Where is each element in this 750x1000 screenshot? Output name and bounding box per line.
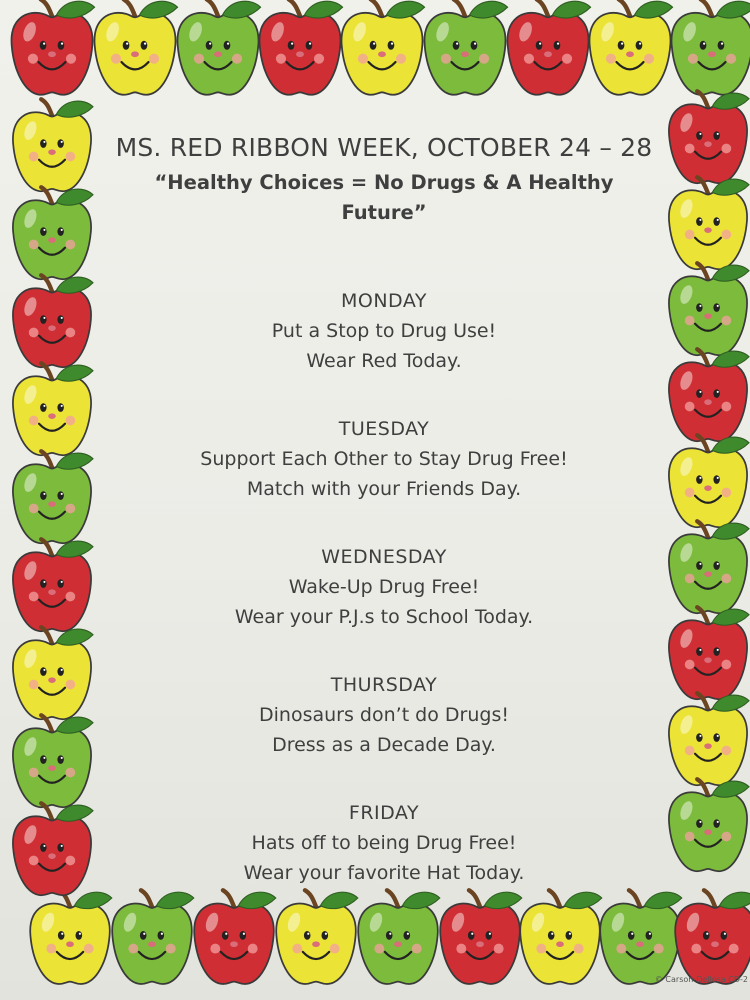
smiling-apple-icon	[589, 0, 672, 95]
page-subtitle: “Healthy Choices = No Drugs & A Healthy Future”	[154, 171, 614, 224]
smiling-apple-icon	[669, 177, 749, 269]
smiling-apple-icon	[671, 0, 750, 95]
day-monday	[110, 286, 658, 376]
flyer-content	[110, 128, 658, 888]
smiling-apple-icon	[669, 607, 749, 699]
smiling-apple-icon	[600, 890, 682, 984]
day-activity: Hats off to being Drug Free!	[251, 832, 517, 854]
smiling-apple-icon	[13, 715, 93, 807]
day-dress-up: Wear your P.J.s to School Today.	[234, 606, 534, 628]
smiling-apple-icon	[341, 0, 424, 95]
day-friday	[110, 798, 658, 888]
day-dress-up: Wear Red Today.	[306, 350, 462, 372]
smiling-apple-icon	[13, 275, 93, 367]
smiling-apple-icon	[669, 435, 749, 527]
smiling-apple-icon	[520, 890, 602, 984]
smiling-apple-icon	[358, 890, 440, 984]
day-wednesday	[110, 542, 658, 632]
day-dress-up: Wear your favorite Hat Today.	[243, 862, 525, 884]
smiling-apple-icon	[669, 779, 749, 871]
day-dress-up: Dress as a Decade Day.	[272, 734, 496, 756]
smiling-apple-icon	[94, 0, 177, 95]
page-title: MS. RED RIBBON WEEK, OCTOBER 24 – 28	[115, 133, 653, 162]
smiling-apple-icon	[276, 890, 358, 984]
day-activity: Support Each Other to Stay Drug Free!	[200, 448, 568, 470]
day-name: WEDNESDAY	[321, 546, 447, 568]
smiling-apple-icon	[177, 0, 260, 95]
smiling-apple-icon	[669, 693, 749, 785]
smiling-apple-icon	[13, 803, 93, 895]
smiling-apple-icon	[669, 263, 749, 355]
day-name: TUESDAY	[338, 418, 430, 440]
smiling-apple-icon	[13, 363, 93, 455]
day-name: MONDAY	[341, 290, 427, 312]
smiling-apple-icon	[112, 890, 194, 984]
smiling-apple-icon	[259, 0, 342, 95]
smiling-apple-icon	[13, 451, 93, 543]
smiling-apple-icon	[669, 349, 749, 441]
day-activity: Dinosaurs don’t do Drugs!	[259, 704, 509, 726]
smiling-apple-icon	[669, 521, 749, 613]
smiling-apple-icon	[424, 0, 507, 95]
day-name: THURSDAY	[330, 674, 438, 696]
day-thursday	[110, 670, 658, 760]
day-name: FRIDAY	[348, 802, 420, 824]
smiling-apple-icon	[669, 91, 749, 183]
smiling-apple-icon	[13, 627, 93, 719]
smiling-apple-icon	[13, 187, 93, 279]
smiling-apple-icon	[440, 890, 522, 984]
smiling-apple-icon	[675, 890, 750, 984]
smiling-apple-icon	[30, 890, 112, 984]
smiling-apple-icon	[13, 99, 93, 191]
smiling-apple-icon	[507, 0, 590, 95]
day-dress-up: Match with your Friends Day.	[246, 478, 522, 500]
day-tuesday	[110, 414, 658, 504]
smiling-apple-icon	[13, 539, 93, 631]
smiling-apple-icon	[194, 890, 276, 984]
day-activity: Wake-Up Drug Free!	[288, 576, 480, 598]
smiling-apple-icon	[11, 0, 94, 95]
copyright-credit: © Carson-Dellosa CD-2	[654, 975, 748, 984]
day-activity: Put a Stop to Drug Use!	[271, 320, 497, 342]
